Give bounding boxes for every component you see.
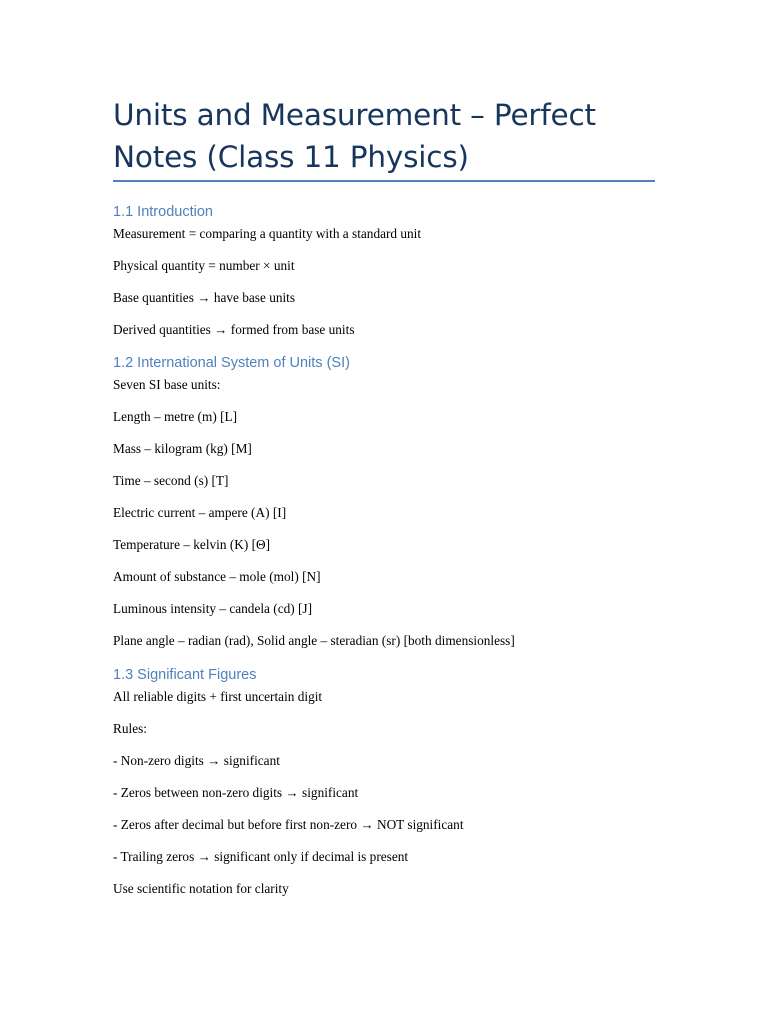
paragraph: Derived quantities → formed from base units	[113, 322, 355, 337]
paragraph: Measurement = comparing a quantity with a standard unit	[113, 226, 422, 241]
paragraph: Temperature – kelvin (K) [Θ]	[113, 537, 271, 552]
paragraph: Time – second (s) [T]	[113, 473, 229, 488]
paragraph: Mass – kilogram (kg) [M]	[113, 441, 252, 456]
paragraph: Length – metre (m) [L]	[113, 409, 238, 424]
paragraph: Rules:	[113, 721, 147, 736]
paragraph: Luminous intensity – candela (cd) [J]	[113, 601, 313, 616]
paragraph: Electric current – ampere (A) [I]	[113, 505, 287, 520]
paragraph: All reliable digits + first uncertain digit	[113, 689, 323, 704]
paragraph: Base quantities → have base units	[113, 290, 296, 305]
title-underline	[113, 180, 655, 182]
paragraph: Use scientific notation for clarity	[113, 881, 289, 896]
paragraph: Plane angle – radian (rad), Solid angle – steradian (sr) [both dimensionless]	[113, 633, 515, 648]
paragraph: Seven SI base units:	[113, 377, 221, 392]
paragraph: - Non-zero digits → significant	[113, 753, 280, 768]
section-heading-significant-figures: 1.3 Significant Figures	[113, 667, 257, 683]
paragraph: - Zeros after decimal but before first non-zero → NOT significant	[113, 817, 464, 832]
paragraph: Physical quantity = number × unit	[113, 258, 295, 273]
paragraph: - Trailing zeros → significant only if decimal is present	[113, 849, 409, 864]
section-heading-si-units: 1.2 International System of Units (SI)	[113, 355, 350, 371]
paragraph: - Zeros between non-zero digits → significant	[113, 785, 359, 800]
paragraph: Amount of substance – mole (mol) [N]	[113, 569, 321, 584]
section-heading-introduction: 1.1 Introduction	[113, 204, 213, 220]
document-title: Units and Measurement – Perfect Notes (Class 11 Physics)	[113, 98, 596, 174]
